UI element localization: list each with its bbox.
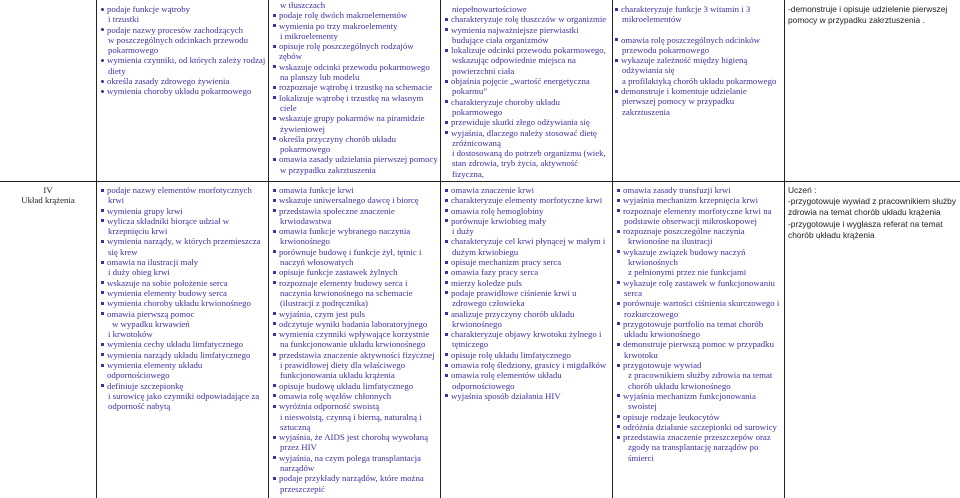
- bullet-item: i dostosowaną do potrzeb organizmu (wiek,: [452, 148, 606, 159]
- bullet-item: krwionośnego: [452, 318, 502, 329]
- bullet-item: wykazuje rolę zastawek w funkcjonowaniu: [616, 278, 782, 288]
- bullet-item: i duży obieg krwi: [108, 267, 170, 278]
- bullet-item: wymienia najważniejsze pierwiastki: [444, 25, 610, 35]
- bullet-item: wyjaśnia, czym jest puls: [272, 309, 438, 319]
- bullet-item: krzepnięciu krwi: [108, 226, 168, 237]
- bullet-item: pokarmowego: [280, 144, 331, 155]
- bullet-item: i trzustki: [108, 14, 140, 25]
- bullet-item: omawia na ilustracji mały: [100, 257, 266, 267]
- bullet-item: wymienia choroby układu pokarmowego: [100, 86, 266, 96]
- bullet-item: przez HIV: [280, 442, 317, 453]
- bullet-item: na planszy lub modelu: [280, 72, 360, 83]
- bullet-item: żywieniowej: [280, 123, 325, 134]
- bullet-item: podaje nazwy elementów morfotycznych: [100, 185, 266, 195]
- bullet-item: charakteryzuje objawy krwotoku żylnego i: [444, 329, 610, 339]
- bullet-item: wskazuje grupy pokarmów na piramidzie: [272, 113, 438, 123]
- bullet-item: wykazuje związek budowy naczyń: [616, 247, 782, 257]
- bullet-item: sztuczną: [280, 421, 311, 432]
- bullet-item: omawia znaczenie krwi: [444, 185, 610, 195]
- bullet-item: charakteryzuje cel krwi płynącej w małym i: [444, 236, 610, 246]
- bullet-item: wylicza składniki biorące udział w: [100, 216, 266, 226]
- bullet-item: wymienia po trzy makroelementy: [272, 21, 438, 31]
- row1-col3: [444, 4, 610, 180]
- bullet-item: porównuje wartości ciśnienia skurczowego i: [616, 298, 782, 308]
- row2-col5-line: Uczeń :: [788, 185, 817, 195]
- bullet-item: w tłuszczach: [280, 0, 326, 10]
- bullet-item: podaje nazwy procesów zachodzących: [100, 25, 266, 35]
- bullet-item: w poszczególnych odcinkach przewodu: [108, 34, 248, 45]
- bullet-item: z pracownikiem służby zdrowia na temat: [628, 370, 773, 381]
- bullet-item: wyjaśnia, dlaczego należy stosować dietę: [444, 128, 610, 138]
- row2-col3: [444, 185, 610, 497]
- bullet-item: wskazuje uniwersalnego dawcę i biorcę: [272, 195, 438, 205]
- bullet-item: porównuje krwiobieg mały: [444, 216, 610, 226]
- row-divider: [0, 181, 960, 182]
- bullet-item: serca: [624, 287, 643, 298]
- bullet-item: omawia pierwszą pomoc: [100, 309, 266, 319]
- bullet-item: pokarmu”: [452, 86, 488, 97]
- bullet-item: w wypadku krwawień: [112, 318, 190, 329]
- bullet-item: zakrztuszenia: [622, 106, 670, 117]
- bullet-item: analizuje przyczyny chorób układu: [444, 309, 610, 319]
- bullet-item: ciele: [280, 102, 297, 113]
- bullet-item: omawia rolę elementów układu: [444, 370, 610, 380]
- bullet-item: krwiodawstwa: [280, 215, 332, 226]
- bullet-item: wskazuje odcinki przewodu pokarmowego: [272, 62, 438, 72]
- bullet-item: przedstawia znaczenie przeszczepów oraz: [616, 432, 782, 442]
- bullet-item: podaje funkcje wątroby: [100, 4, 266, 14]
- bullet-item: z pełnionymi przez nie funkcjami: [628, 267, 747, 278]
- bullet-item: wskazuje na sobie położenie serca: [100, 278, 266, 288]
- bullet-item: opisuje budowę układu limfatycznego: [272, 381, 438, 391]
- bullet-item: rozkurczowego: [624, 308, 679, 319]
- bullet-item: wyjaśnia sposób działania HIV: [444, 391, 610, 401]
- bullet-item: a profilaktyką chorób układu pokarmowego: [622, 75, 777, 86]
- bullet-item: układu krwionośnego: [624, 329, 700, 340]
- bullet-item: demonstruje i komentuje udzielanie: [614, 86, 782, 96]
- bullet-item: rozpoznaje poszczególne naczynia: [616, 226, 782, 236]
- bullet-item: opisuje rolę układu limfatycznego: [444, 350, 610, 360]
- bullet-item: i prawidłowej diety dla właściwego: [280, 360, 406, 371]
- bullet-item: charakteryzuje rolę tłuszczów w organizmie: [444, 14, 610, 24]
- bullet-item: krwi: [108, 195, 125, 206]
- bullet-item: wyjaśnia, na czym polega transplantacja: [272, 453, 438, 463]
- bullet-item: pokarmowego: [452, 106, 503, 117]
- bullet-item: pokarmowego: [108, 45, 159, 56]
- bullet-item: omawia zasady udzielania pierwszej pomocy: [272, 154, 438, 164]
- bullet-item: wyjaśnia mechanizm funkcjonowania: [616, 391, 782, 401]
- bullet-item: odżywiania się: [622, 65, 675, 76]
- bullet-item: przewodu pokarmowego: [622, 44, 710, 55]
- bullet-item: mikroelementów: [622, 14, 682, 25]
- bullet-item: na funkcjonowanie układu krwionośnego: [280, 339, 426, 350]
- bullet-item: i nieswoistą, czynną i bierną, naturalną i: [280, 411, 422, 422]
- bullet-item: podaje rolę dwóch makroelementów: [272, 10, 438, 20]
- bullet-item: zróżnicowaną: [452, 137, 501, 148]
- bullet-item: w przypadku zakrztuszenia: [280, 164, 376, 175]
- bullet-item: [444, 179, 610, 180]
- bullet-item: omawia rolę śledziony, grasicy i migdałków: [444, 360, 610, 370]
- column-divider: [96, 0, 97, 498]
- bullet-item: opisuje mechanizm pracy serca: [444, 257, 610, 267]
- bullet-item: objaśnia pojęcie „wartość energetyczna: [444, 76, 610, 86]
- bullet-item: dużym krwiobiegu: [452, 246, 519, 257]
- section-title: Układ krążenia: [21, 195, 75, 206]
- bullet-item: pierwszej pomocy w przypadku: [622, 96, 735, 107]
- bullet-item: diety: [108, 65, 126, 76]
- bullet-item: wymienia narządy, w których przemieszcza: [100, 236, 266, 246]
- section-cell: [0, 185, 96, 215]
- row2-col5-line: -przygotowuje i wygłasza referat na temat chorób układu krążenia: [788, 218, 943, 240]
- bullet-item: naczyń włosowatych: [280, 257, 354, 268]
- column-divider: [612, 0, 613, 498]
- bullet-item: opisuje rodzaje leukocytów: [616, 412, 782, 422]
- bullet-item: wyróżnia odporność swoistą: [272, 401, 438, 411]
- bullet-item: zdrowego człowieka: [452, 298, 525, 309]
- bullet-item: omawia funkcje krwi: [272, 185, 438, 195]
- bullet-item: porównuje budowę i funkcje żył, tętnic i: [272, 247, 438, 257]
- bullet-item: lokalizuje odcinki przewodu pokarmowego,: [444, 45, 610, 55]
- bullet-item: odróżnia działanie szczepionki od surowicy: [616, 422, 782, 432]
- row1-col5-text: -demonstruje i opisuje udzielenie pierwszej pomocy w przypadku zakrztuszenia .: [788, 4, 948, 26]
- bullet-item: definiuje szczepionkę: [100, 381, 266, 391]
- bullet-item: naczynia krwionośnego na schemacie: [280, 287, 413, 298]
- bullet-item: wymienia choroby układu krwionośnego: [100, 298, 266, 308]
- bullet-item: lokalizuje wątrobę i trzustkę na własnym: [272, 93, 438, 103]
- bullet-item: krwionośnego: [280, 236, 330, 247]
- bullet-item: charakteryzuje funkcje 3 witamin i 3: [614, 4, 782, 14]
- column-divider: [268, 0, 269, 498]
- bullet-item: opisuje rolę poszczególnych rodzajów zębów: [272, 41, 438, 62]
- bullet-item: omawia fazy pracy serca: [444, 267, 610, 277]
- bullet-item: rozpoznaje wątrobę i trzustkę na schemacie: [272, 82, 438, 92]
- bullet-item: podstawie obserwacji mikroskopowej: [624, 215, 757, 226]
- bullet-item: odczytuje wyniki badania laboratoryjnego: [272, 319, 438, 329]
- bullet-item: odpornościowego: [452, 380, 515, 391]
- bullet-item: omawia zasady transfuzji krwi: [616, 185, 782, 195]
- bullet-item: tętniczego: [452, 339, 489, 350]
- bullet-item: wyjaśnia, że AIDS jest chorobą wywołaną: [272, 432, 438, 442]
- bullet-item: przedstawia społeczne znaczenie: [272, 206, 438, 216]
- bullet-item: śmierci: [628, 452, 654, 463]
- bullet-item: rozpoznaje elementy morfotyczne krwi na: [616, 206, 782, 216]
- bullet-item: wymienia narządy układu limfatycznego: [100, 350, 266, 360]
- bullet-item: wykazuje zależność między higieną: [614, 55, 782, 65]
- bullet-item: przygotowuje wywiad: [616, 360, 782, 370]
- section-number: IV: [43, 185, 53, 195]
- bullet-item: [614, 25, 782, 35]
- bullet-item: funkcjonowania układu krążenia: [280, 370, 395, 381]
- bullet-item: przedstawia znaczenie aktywności fizycznej: [272, 350, 438, 360]
- bullet-item: opisuje funkcje zastawek żylnych: [272, 267, 438, 277]
- bullet-item: omawia rolę hemoglobiny: [444, 206, 610, 216]
- bullet-item: stan zdrowia, tryb życia, aktywność fizyczna,: [452, 158, 579, 179]
- bullet-item: demonstruje pierwszą pomoc w przypadku: [616, 339, 782, 349]
- bullet-item: mierzy koledze puls: [444, 278, 610, 288]
- row1-col2: [272, 0, 438, 180]
- bullet-item: wskazując odpowiednie miejsca na: [452, 55, 576, 66]
- bullet-item: wymienia elementy układu odpornościowego: [100, 360, 266, 381]
- bullet-item: i surowicę jako czynniki odpowiadające za: [108, 390, 260, 401]
- bullet-item: rozpoznaje elementy budowy serca i: [272, 278, 438, 288]
- bullet-item: charakteryzuje choroby układu: [444, 97, 610, 107]
- bullet-item: odporność nabytą: [108, 401, 171, 412]
- bullet-item: wymienia cechy układu limfatycznego: [100, 339, 266, 349]
- column-divider: [440, 0, 441, 498]
- row1-col4: [614, 4, 782, 180]
- bullet-item: budujące ciała organizmów: [452, 34, 549, 45]
- bullet-item: przeszczepić: [280, 483, 325, 494]
- bullet-item: narządów: [280, 463, 315, 474]
- bullet-item: i mikroelementy: [280, 30, 338, 41]
- bullet-item: podaje przykłady narządów, które można: [272, 473, 438, 483]
- bullet-item: podaje prawidłowe ciśnienie krwi u: [444, 288, 610, 298]
- row1-col5: [788, 4, 958, 180]
- bullet-item: przygotowuje portfolio na temat chorób: [616, 319, 782, 329]
- bullet-item: wymienia elementy budowy serca: [100, 288, 266, 298]
- bullet-item: powierzchni ciała: [452, 65, 515, 76]
- bullet-item: i duży: [452, 226, 474, 237]
- bullet-item: określa zasady zdrowego żywienia: [100, 76, 266, 86]
- bullet-item: wyjaśnia mechanizm krzepnięcia krwi: [616, 195, 782, 205]
- bullet-item: krwotoku: [624, 349, 658, 360]
- bullet-item: wymienia grupy krwi: [100, 206, 266, 216]
- bullet-item: (ilustracji z podręcznika): [280, 298, 368, 309]
- column-divider: [784, 0, 785, 498]
- bullet-item: charakteryzuje elementy morfotyczne krwi: [444, 195, 610, 205]
- bullet-item: chorób układu krwionośnego: [628, 380, 731, 391]
- bullet-item: niepełnowartościowe: [452, 4, 527, 14]
- bullet-item: omawia funkcje wybranego naczynia: [272, 226, 438, 236]
- row2-col1: [100, 185, 266, 497]
- row2-col2: [272, 185, 438, 497]
- row2-col5-line: -przygotowuje wywiad z pracownikiem służby zdrowia na temat chorób układu krążenia: [788, 196, 957, 218]
- bullet-item: się krew: [108, 246, 138, 257]
- bullet-item: omawia rolę poszczególnych odcinków: [614, 35, 782, 45]
- bullet-item: swoistej: [628, 401, 657, 412]
- bullet-item: i krwotoków: [108, 329, 153, 340]
- bullet-item: krwionośne na ilustracji: [628, 236, 713, 247]
- bullet-item: wymienia czynniki wpływające korzystnie: [272, 329, 438, 339]
- bullet-item: przewiduje skutki złego odżywiania się: [444, 117, 610, 127]
- row1-col1: [100, 4, 266, 180]
- bullet-item: wymienia czynniki, od których zależy rodzaj: [100, 55, 266, 65]
- bullet-item: określa przyczyny chorób układu: [272, 134, 438, 144]
- row2-col4: [616, 185, 782, 497]
- bullet-item: zgody na transplantację narządów po: [628, 442, 759, 453]
- bullet-item: krwionośnych: [628, 257, 678, 268]
- bullet-item: omawia rolę węzłów chłonnych: [272, 391, 438, 401]
- row2-col5: [788, 185, 958, 497]
